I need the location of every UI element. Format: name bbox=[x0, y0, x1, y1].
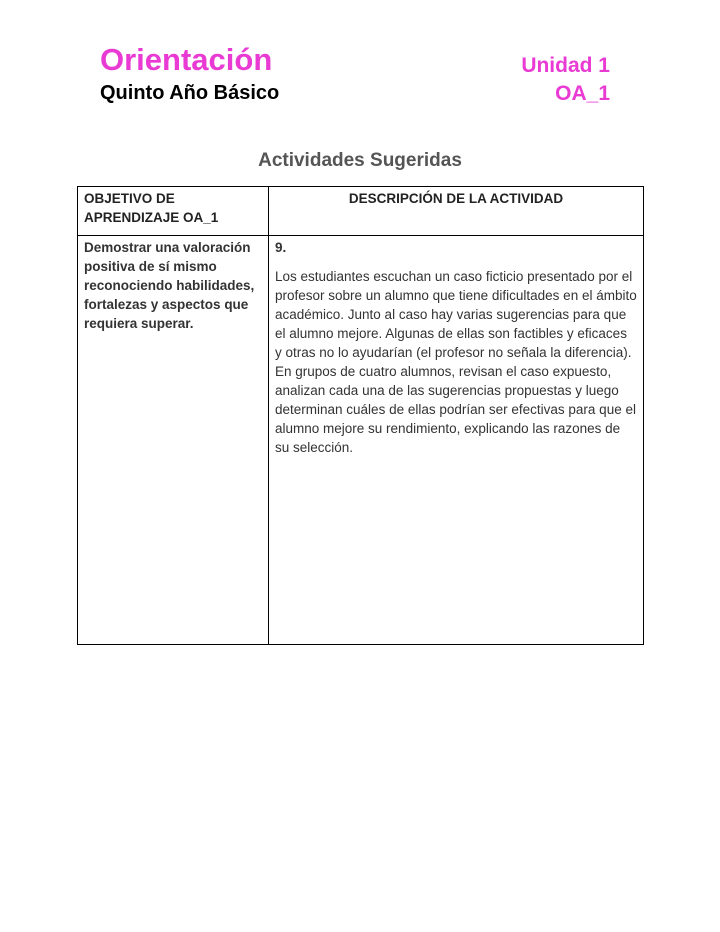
activity-table bbox=[77, 186, 644, 645]
objective-cell bbox=[78, 236, 269, 645]
section-title: Actividades Sugeridas bbox=[258, 150, 462, 171]
objective-header: OBJETIVO DE APRENDIZAJE OA_1 bbox=[78, 187, 269, 236]
header-left bbox=[100, 42, 279, 105]
subject-title: Orientación bbox=[100, 42, 273, 77]
activity-description: Los estudiantes escuchan un caso ficticio presentado por el profesor sobre un alumno que tiene dificultades en el ámbito académico. Junto al caso hay varias sugerencias para que el alumno mejore. Algunas de ellas son factibles y eficaces y otras no lo ayudarían (el profesor no señala la diferencia). En grupos de cuatro alumnos, revisan el caso expuesto, analizan cada una de las sugerencias propuestas y luego determinan cuáles de ellas podrían ser efectivas para que el alumno mejore su rendimiento, explicando las razones de su selección. bbox=[275, 269, 637, 455]
activity-number: 9. bbox=[275, 240, 287, 255]
oa-label: OA_1 bbox=[555, 82, 610, 105]
unit-label: Unidad 1 bbox=[521, 54, 610, 77]
description-cell bbox=[269, 236, 644, 645]
table-header-row bbox=[78, 187, 644, 236]
header-right bbox=[521, 53, 610, 106]
table-row bbox=[78, 236, 644, 645]
grade-subtitle: Quinto Año Básico bbox=[100, 82, 280, 104]
description-header: DESCRIPCIÓN DE LA ACTIVIDAD bbox=[269, 187, 644, 236]
objective-text: Demostrar una valoración positiva de sí mismo reconociendo habilidades, fortalezas y aspectos que requiera superar. bbox=[84, 240, 255, 331]
